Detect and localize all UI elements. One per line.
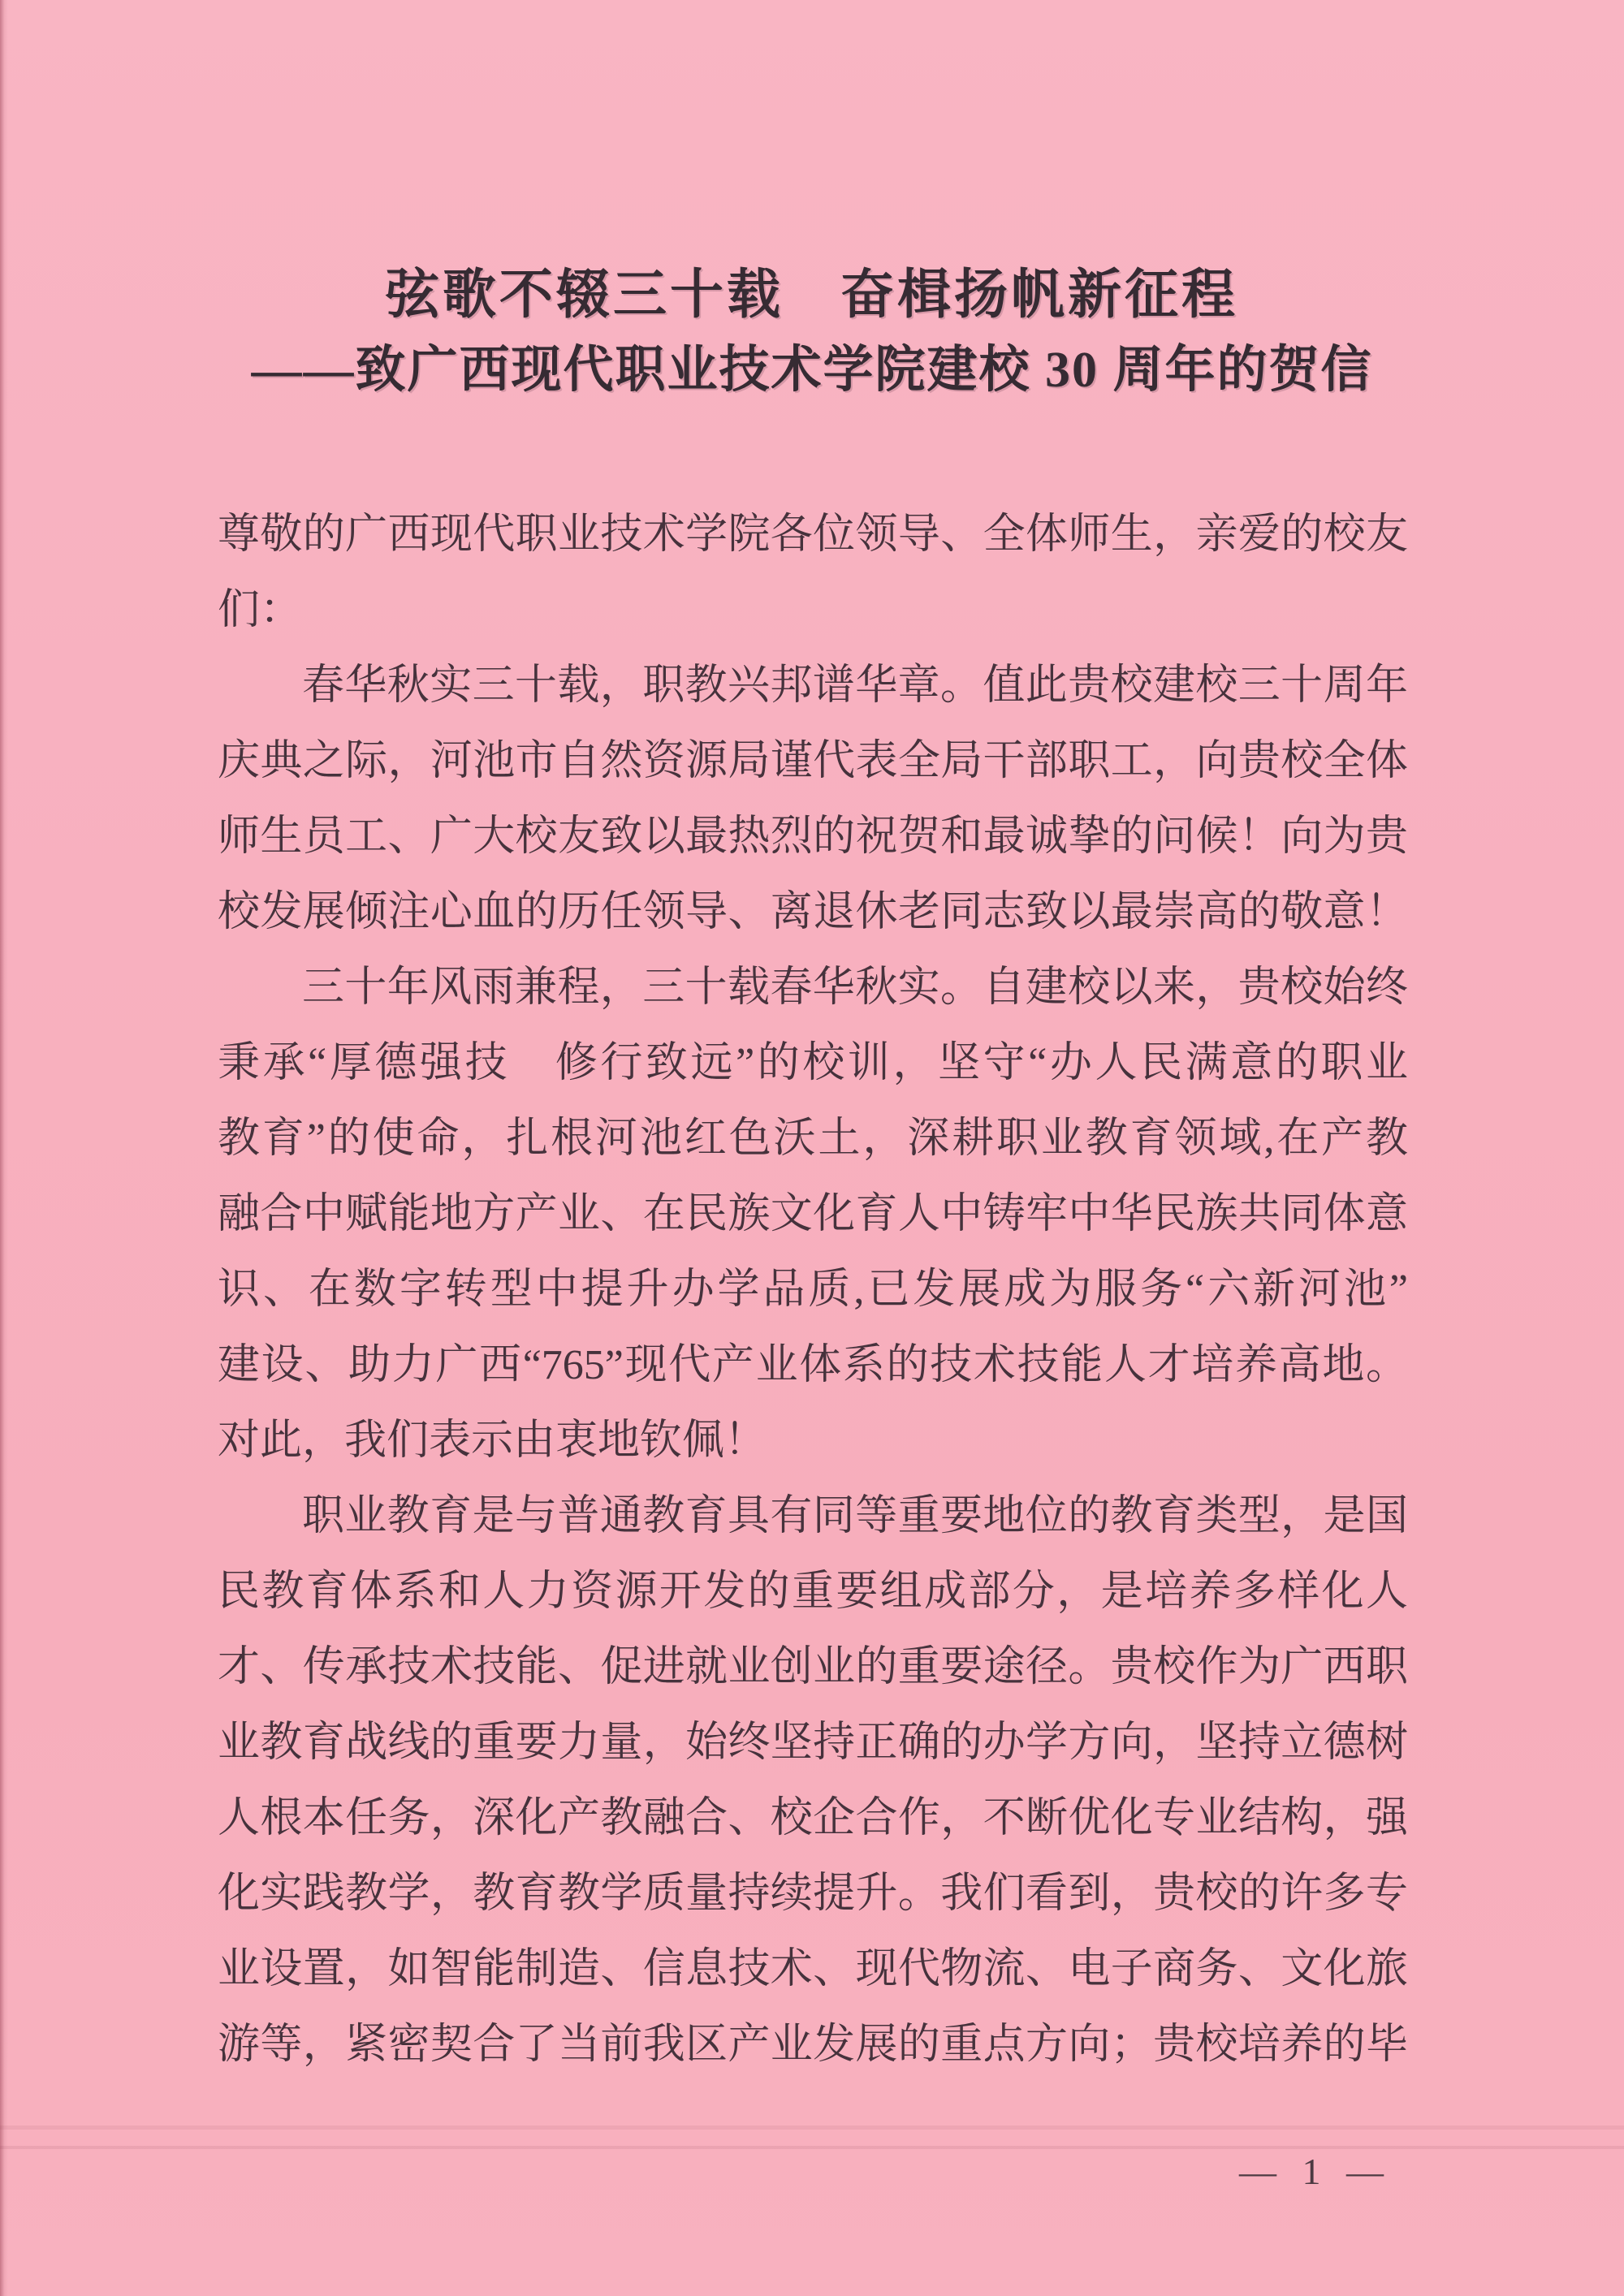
letter-body [218, 497, 1408, 2082]
body-line: 尊敬的广西现代职业技术学院各位领导、全体师生，亲爱的校友 [218, 511, 1408, 558]
body-line: 们： [218, 587, 303, 633]
scan-artifact-line [0, 2126, 1624, 2130]
body-line: 化实践教学，教育教学质量持续提升。我们看到，贵校的许多专 [218, 1871, 1408, 1917]
body-line: 庆典之际，河池市自然资源局谨代表全局干部职工，向贵校全体 [218, 738, 1408, 784]
body-line: 游等，紧密契合了当前我区产业发展的重点方向；贵校培养的毕 [218, 2022, 1408, 2068]
letter-title-block [0, 258, 1624, 408]
letter-subtitle: ——致广西现代职业技术学院建校 30 周年的贺信 [251, 343, 1373, 398]
body-line: 三十年风雨兼程，三十载春华秋实。自建校以来，贵校始终 [302, 965, 1408, 1011]
body-line: 才、传承技术技能、促进就业创业的重要途径。贵校作为广西职 [218, 1644, 1408, 1690]
body-line: 春华秋实三十载，职教兴邦谱华章。值此贵校建校三十周年 [302, 662, 1408, 709]
scan-artifact-line [0, 2146, 1624, 2149]
body-line: 业设置，如智能制造、信息技术、现代物流、电子商务、文化旅 [218, 1946, 1408, 1992]
body-line: 建设、助力广西“765”现代产业体系的技术技能人才培养高地。 [218, 1342, 1408, 1388]
body-line: 秉承“厚德强技 修行致远”的校训，坚守“办人民满意的职业 [218, 1040, 1408, 1086]
body-line: 人根本任务，深化产教融合、校企合作，不断优化专业结构，强 [218, 1795, 1408, 1841]
body-line: 对此，我们表示由衷地钦佩！ [218, 1418, 767, 1464]
body-line: 识、在数字转型中提升办学品质,已发展成为服务“六新河池” [218, 1267, 1408, 1313]
body-line: 校发展倾注心血的历任领导、离退休老同志致以最崇高的敬意！ [218, 889, 1408, 935]
page-number: — 1 — [1239, 2151, 1392, 2192]
body-line: 教育”的使命，扎根河池红色沃土，深耕职业教育领域,在产教 [218, 1116, 1408, 1162]
body-line: 融合中赋能地方产业、在民族文化育人中铸牢中华民族共同体意 [218, 1191, 1408, 1237]
body-line: 民教育体系和人力资源开发的重要组成部分，是培养多样化人 [218, 1569, 1408, 1615]
letter-title: 弦歌不辍三十载 奋楫扬帆新征程 [386, 265, 1238, 325]
body-line: 职业教育是与普通教育具有同等重要地位的教育类型，是国 [302, 1493, 1408, 1539]
body-line: 师生员工、广大校友致以最热烈的祝贺和最诚挚的问候！向为贵 [218, 814, 1408, 860]
body-line: 业教育战线的重要力量，始终坚持正确的办学方向，坚持立德树 [218, 1720, 1408, 1766]
